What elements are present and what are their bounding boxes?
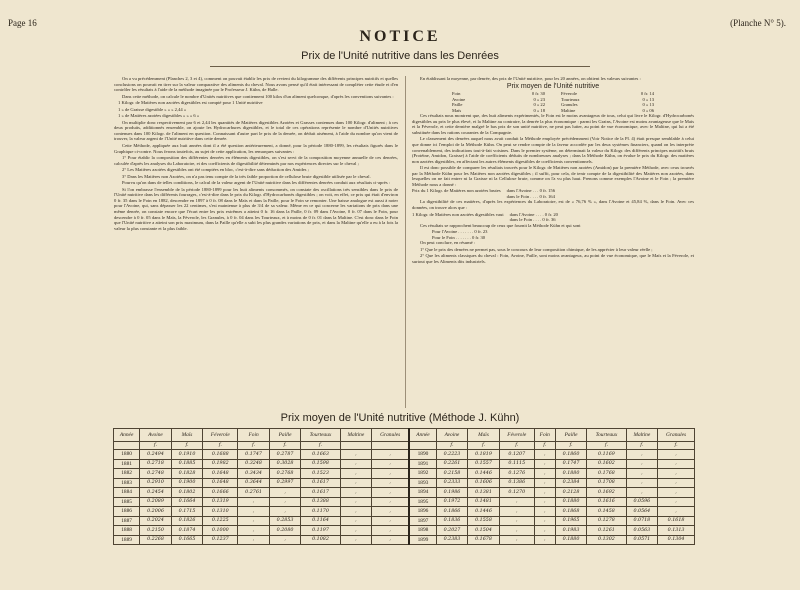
- column-header: Foin: [534, 429, 555, 442]
- page-subtitle: Prix de l'Unité nutritive dans les Denrées: [301, 50, 499, 62]
- table-cell: 0.1207: [499, 450, 534, 460]
- table-cell: 0.1747: [238, 450, 270, 460]
- equation-kuhn: Pour l'Avoine . . . . . . . 0 fr. 23 Pour le Foin . . . . . . . 0 fr. 30: [432, 229, 488, 240]
- table-cell: f.: [587, 442, 626, 450]
- table-cell: 0.1866: [436, 507, 468, 517]
- table-cell: ,: [340, 516, 372, 526]
- table-cell: 0.1819: [468, 450, 500, 460]
- table-cell: ,: [340, 459, 372, 469]
- table-cell: [372, 442, 410, 450]
- table-row: [114, 478, 695, 488]
- table-cell: 0.0718: [626, 516, 658, 526]
- table-cell: 0.1715: [171, 507, 203, 517]
- table-cell: 1882: [114, 469, 140, 479]
- table-cell: ,: [534, 450, 555, 460]
- table-cell: 1884: [114, 488, 140, 498]
- column-header: Maïs: [468, 429, 500, 442]
- table-cell: ,: [340, 535, 372, 545]
- plate-number: (Planche N° 5).: [730, 18, 786, 28]
- table-cell: f.: [658, 442, 695, 450]
- table-cell: ,: [340, 526, 372, 536]
- table-title: Prix moyen de l'Unité nutritive (Méthode J. Kühn): [280, 412, 520, 424]
- table-cell: ,: [340, 507, 372, 517]
- table-cell: f.: [626, 442, 658, 450]
- table-cell: ,: [626, 459, 658, 469]
- table-cell: 0.1885: [171, 459, 203, 469]
- table-cell: 0.1965: [555, 516, 587, 526]
- paragraph: En établissant la moyenne, par denrée, des prix de l'Unité nutritive, pour les 20 années, on obtient les valeurs suivantes :: [420, 76, 641, 81]
- table-cell: [340, 442, 372, 450]
- table-cell: 0.1880: [555, 469, 587, 479]
- table-cell: ,: [372, 516, 410, 526]
- equation-digestible: 1 Kilogr. de Matières non azotées digestibles vaut dans l'Avoine . . . . 0 fr. 20 dans le Foin . . . . 0 fr. 36: [412, 211, 558, 223]
- table-cell: ,: [626, 469, 658, 479]
- table-cell: 0.2333: [436, 478, 468, 488]
- paragraph: Ces résultats se rapprochent beaucoup de ceux que fournit la Méthode Kühn et qui sont: [420, 222, 581, 228]
- table-cell: 0.2150: [140, 526, 172, 536]
- table-cell: 0.1826: [171, 516, 203, 526]
- table-cell: ,: [372, 478, 410, 488]
- page-title: NOTICE: [359, 28, 441, 45]
- table-cell: 0.2454: [140, 488, 172, 498]
- table-cell: 1897: [409, 516, 436, 526]
- table-cell: ,: [658, 450, 695, 460]
- table-cell: 0.2997: [269, 478, 301, 488]
- column-header: Paille: [555, 429, 587, 442]
- table-cell: f.: [171, 442, 203, 450]
- table-cell: ,: [499, 526, 534, 536]
- table-cell: ,: [238, 497, 270, 507]
- table-cell: 0.0564: [626, 507, 658, 517]
- table-cell: 1885: [114, 497, 140, 507]
- table-cell: ,: [269, 535, 301, 545]
- table-cell: ,: [340, 469, 372, 479]
- table-cell: 0.1169: [587, 450, 626, 460]
- table-cell: 0.1616: [587, 497, 626, 507]
- table-cell: ,: [626, 488, 658, 498]
- table-cell: 0.1900: [171, 478, 203, 488]
- table-row: [114, 459, 695, 469]
- title-rule: [210, 66, 590, 67]
- column-header: Année: [409, 429, 436, 442]
- table-cell: 0.1523: [301, 469, 340, 479]
- table-cell: 1894: [409, 488, 436, 498]
- column-header: Maïs: [171, 429, 203, 442]
- table-row: [114, 497, 695, 507]
- table-cell: 0.2089: [140, 497, 172, 507]
- table-cell: 0.2080: [269, 526, 301, 536]
- table-cell: 0.1617: [301, 488, 340, 498]
- price-item: Foin 0 fr. 30: [452, 91, 545, 97]
- table-cell: f.: [238, 442, 270, 450]
- table-row: [114, 507, 695, 517]
- table-cell: 0.1648: [203, 478, 238, 488]
- table-cell: 0.0563: [626, 526, 658, 536]
- table-header-row: [114, 429, 695, 442]
- column-header: Paille: [269, 429, 301, 442]
- table-cell: 0.1983: [555, 526, 587, 536]
- table-cell: 0.1082: [301, 535, 340, 545]
- table-cell: 1896: [409, 507, 436, 517]
- table-cell: 0.1692: [587, 488, 626, 498]
- table-cell: 0.2158: [436, 469, 468, 479]
- paragraph: Ces résultats nous montrent que, des huit aliments expérimentés, le Foin est le moins avantageux de tous, celui qui livre le Kilogr. d'Hydrocarbonés digestibles au prix le plus élevé, et la Maltine au contraire, la denrée la plus économique : parmi les Grains, l'Avoine est moins avantageuse que le Maïs et la Féverole, et cette dernière malgré le bas prix de son unité nutritive, ne peut pas lutter, au point de vue économique, avec le Maltine, qui lui a été substituée dans les rations courantes de la Compagnie.: [412, 113, 694, 135]
- table-cell: f.: [436, 442, 468, 450]
- paragraph: Si l'on embrasse l'ensemble de la période 1880-1899 pour les huit aliments consommés, on constate des oscillations très sensibles dans le prix de l'Unité nutritive dans les différents fourrages, c'est-à-dire dans le prix du Kilogr. d'Hydrocarbonés digestibles ; on voit, en effet, ce prix qui était d'environ 0 fr. 35 dans le Foin en 1882, descendre en 1897 à 0 fr. 08 dans le Maïs et dans la Paille, pour le Foin se remonter. Une baisse analogue est aussi à noter pour l'Avoine, qui, sans dépasser les 22 centimes, s'est maintenue à plus de 3/4 de sa valeur. Même en ce qui concerne les variations de prix dans une même denrée, on constate encore que l'écart entre les prix extrêmes a atteint 0 fr. 16 dans la Paille, 0 fr. 09 dans l'Avoine, 0 fr. 07 dans le Foin, pour descendre à 0 fr. 05 dans le Maïs, la Féverole, les Granules, à 0 fr. 04 dans les Tourteaux, et à moins de 0 fr. 01 dans la Maltine. C'est donc dans le Foin que l'Unité nutritive a atteint son prix maximum, dans la Paille qu'elle a subi les plus grandes variations de prix, et dans la Maltine qu'elle a eu à la fois la valeur la plus constante et la plus faible.: [114, 186, 398, 231]
- table-cell: ,: [372, 488, 410, 498]
- table-cell: 0.1986: [436, 488, 468, 498]
- price-item: Avoine 0 » 23: [452, 96, 545, 102]
- table-cell: 0.1504: [468, 526, 500, 536]
- table-cell: 0.2006: [140, 507, 172, 517]
- table-cell: 1886: [114, 507, 140, 517]
- table-cell: 0.1618: [658, 516, 695, 526]
- table-cell: ,: [499, 507, 534, 517]
- average-prices-title: Prix moyen de l'Unité nutritive: [506, 82, 600, 90]
- table-cell: 0.2718: [140, 459, 172, 469]
- price-item: Tourteaux 0 » 13: [561, 96, 654, 102]
- table-cell: 1889: [114, 535, 140, 545]
- table-cell: 0.1304: [658, 535, 695, 545]
- table-cell: f.: [301, 442, 340, 450]
- table-cell: 0.1666: [203, 488, 238, 498]
- table-cell: 1888: [114, 526, 140, 536]
- table-cell: 0.1868: [555, 507, 587, 517]
- table-cell: f.: [468, 442, 500, 450]
- paragraph: 1° Que le prix des denrées ne permet pas, sous le concours de leur composition chimique, de les apprécier à leur valeur réelle ;: [420, 246, 653, 252]
- table-row: [114, 535, 695, 545]
- table-cell: ,: [269, 507, 301, 517]
- table-cell: 0.1446: [468, 507, 500, 517]
- table-cell: 0.2128: [555, 488, 587, 498]
- table-cell: 0.2024: [140, 516, 172, 526]
- price-item: Paille 0 » 22: [452, 102, 545, 108]
- table-cell: 0.1237: [203, 535, 238, 545]
- table-cell: ,: [372, 526, 410, 536]
- table-cell: 0.2748: [140, 469, 172, 479]
- column-header: Avoine: [140, 429, 172, 442]
- column-header: Granules: [658, 429, 695, 442]
- paragraph: 2° Que les aliments classiques du cheval : Foin, Avoine, Paille, sont moins avantageux, au point de vue économique, que le Maïs et la Féverole, et surtout que les Aliments dits industriels.: [412, 253, 694, 264]
- table-cell: 0.2383: [436, 535, 468, 545]
- table-cell: 0.2910: [140, 478, 172, 488]
- convention-line: 1 Kilogr. de Matières non azotées digestibles est compté pour 1 Unité nutritive: [118, 100, 263, 106]
- table-cell: 0.2761: [238, 488, 270, 498]
- table-cell: 0.1170: [301, 507, 340, 517]
- table-cell: ,: [534, 469, 555, 479]
- page-number: Page 16: [8, 18, 37, 28]
- column-header: Féverole: [499, 429, 534, 442]
- table-cell: ,: [658, 497, 695, 507]
- paragraph: Cette Méthode, appliquée aux huit années dont il a été question antérieurement, a donné, pour la période 1880-1899, les résultats figurés dans le Graphique ci-contre. Nous ferons toutefois, au sujet de cette application, les remarques suivantes :: [114, 143, 398, 154]
- table-cell: 0.0596: [626, 497, 658, 507]
- table-cell: 1895: [409, 497, 436, 507]
- table-cell: ,: [534, 535, 555, 545]
- column-header: Maltine: [340, 429, 372, 442]
- table-cell: ,: [658, 488, 695, 498]
- table-cell: 0.1910: [171, 450, 203, 460]
- paragraph: Dans cette méthode, on calcule le nombre d'Unités nutritives que contiennent 100 kilos d'un aliment quelconque, d'après les conventions suivantes :: [122, 93, 394, 99]
- table-cell: ,: [340, 450, 372, 460]
- table-cell: 0.1313: [658, 526, 695, 536]
- equation-raw: Prix du 1 Kilogr. de Matières non azotées brutes dans l'Avoine . . . 0 fr. 156 dans le Foin . . . . 0 fr. 164: [412, 188, 556, 199]
- table-cell: 0.1558: [468, 516, 500, 526]
- table-cell: f.: [269, 442, 301, 450]
- column-header: Granules: [372, 429, 410, 442]
- table-cell: 0.1663: [301, 450, 340, 460]
- table-row: [114, 469, 695, 479]
- paragraph: Le classement des denrées auquel nous avait conduit la Méthode employée précédemment (Voir Notice de la Pl. 4) était presque semblable à celui que donne ici l'emploi de la Méthode Kühn. On peut se rendre compte de la faveur accordée par les deux systèmes financiers, quand on les interprète convenablement, des indications tout-à-fait voisines. Dans le premier système, on déterminait la valeur du Kilogr. des différents principes nutritifs bruts (Protéine, Amidon, Graisse) à l'aide de coefficients déduits de nombreuses analyses ; dans la Méthode Kühn, on évalue le prix du Kilogr. des matières non azotées digestibles, en affectant les autres éléments digestibles de coefficients conventionnels.: [412, 136, 694, 164]
- paragraph: On peut conclure, en résumé :: [420, 240, 476, 246]
- column-header: Année: [114, 429, 140, 442]
- column-header: Féverole: [203, 429, 238, 442]
- table-cell: ,: [534, 526, 555, 536]
- column-header: Tourteaux: [301, 429, 340, 442]
- table-cell: 0.3028: [269, 459, 301, 469]
- table-cell: 0.1982: [203, 459, 238, 469]
- table-cell: ,: [269, 497, 301, 507]
- table-cell: 1892: [409, 469, 436, 479]
- table-cell: f.: [140, 442, 172, 450]
- table-cell: 0.1197: [301, 526, 340, 536]
- table-cell: ,: [626, 450, 658, 460]
- unit-row: [114, 442, 695, 450]
- table-cell: 0.1836: [436, 516, 468, 526]
- table-cell: 0.1874: [171, 526, 203, 536]
- table-cell: ,: [658, 507, 695, 517]
- table-cell: 1883: [114, 478, 140, 488]
- table-cell: 0.1225: [203, 516, 238, 526]
- table-cell: 0.3434: [238, 469, 270, 479]
- table-row: [114, 516, 695, 526]
- table-cell: 0.1381: [468, 488, 500, 498]
- table-cell: ,: [534, 459, 555, 469]
- table-cell: ,: [499, 497, 534, 507]
- column-header: Tourteaux: [587, 429, 626, 442]
- table-cell: 0.1768: [587, 469, 626, 479]
- table-cell: ,: [534, 507, 555, 517]
- table-cell: 0.1617: [301, 478, 340, 488]
- paragraph: Pourvu qu'on dans de telles conditions, le calcul de la valeur argent de l'Unité nutritive dans les différentes denrées conduit aux résultats ci-après :: [122, 180, 391, 186]
- table-cell: ,: [269, 488, 301, 498]
- table-cell: 0.1664: [171, 497, 203, 507]
- table-cell: 0.1557: [468, 459, 500, 469]
- table-row: [114, 450, 695, 460]
- table-cell: f.: [555, 442, 587, 450]
- table-cell: f.: [499, 442, 534, 450]
- paragraph: On multiplie donc respectivement par 6 et 2,44 les quantités de Matières digestibles Azotées et Grasses contenues dans 100 Kilogr. d'aliment ; à ces deux produits, additionnés ensemble, on ajoute les Hydrocarbures digestibles, et le total de ces opérations représente le nombre d'Unités nutritives contenues dans 100 Kilogr. de l'aliment en question. Connaissant d'autre part le prix de la denrée, on déduit aisément, à l'aide du nombre qu'on vient de trouver, la valeur argent de l'Unité nutritive dans cette denrée.: [114, 119, 398, 142]
- table-cell: ,: [534, 488, 555, 498]
- table-cell: 0.1747: [555, 459, 587, 469]
- paragraph: La digestibilité de ces matières, d'après les expériences du Laboratoire, est de « 76,76 % », dans l'Avoine et 45,84 %, dans le Foin. Avec ces données, on trouve alors que :: [412, 199, 694, 211]
- table-cell: ,: [238, 516, 270, 526]
- table-cell: 1880: [114, 450, 140, 460]
- paragraph: On a vu précédemment (Planches 2, 3 et 4), comment on pouvait établir les prix de revient du kilogramme des différents principes nutritifs et quelles conclusions on pouvait en tirer sur la valeur comparative des aliments du cheval. Nous avons pensé qu'il était intéressant de compléter cette étude et d'en contrôler les résultats à l'aide de la méthode imaginée par le Professeur J. Kühn, de Halle.: [114, 76, 398, 93]
- table-cell: 0.1678: [468, 535, 500, 545]
- table-cell: 0.2853: [269, 516, 301, 526]
- table-row: [114, 526, 695, 536]
- table-cell: 0.0571: [626, 535, 658, 545]
- table-cell: ,: [658, 478, 695, 488]
- table-cell: 0.1602: [587, 459, 626, 469]
- table-cell: 0.2384: [555, 478, 587, 488]
- table-cell: 0.1000: [203, 526, 238, 536]
- table-cell: ,: [238, 507, 270, 517]
- paragraph: 1° Pour établir la composition des différentes denrées en éléments digestibles, on s'est servi de la composition moyenne annuelle de ces denrées, calculée d'après les analyses du Laboratoire, et des coefficients de digestibilité déterminés par nos expériences directes sur le cheval ;: [114, 155, 398, 166]
- table-cell: f.: [534, 442, 555, 450]
- average-prices-list: [412, 91, 694, 113]
- table-cell: 1899: [409, 535, 436, 545]
- table-cell: ,: [340, 497, 372, 507]
- table-cell: 0.1270: [499, 488, 534, 498]
- right-column: [412, 76, 694, 266]
- table-cell: 0.1606: [468, 478, 500, 488]
- table-cell: 0.1278: [587, 516, 626, 526]
- table-cell: ,: [340, 488, 372, 498]
- table-cell: 0.1115: [499, 459, 534, 469]
- table-cell: 0.2494: [140, 450, 172, 460]
- table-cell: ,: [499, 535, 534, 545]
- table-cell: ,: [534, 497, 555, 507]
- table-cell: 1898: [409, 526, 436, 536]
- table-cell: 0.1388: [301, 497, 340, 507]
- table-cell: 0.1164: [301, 516, 340, 526]
- table-cell: 0.1880: [555, 497, 587, 507]
- table-cell: ,: [238, 526, 270, 536]
- table-cell: 0.1802: [171, 488, 203, 498]
- table-cell: [409, 442, 436, 450]
- price-item: Maïs 0 » 18: [452, 107, 545, 113]
- table-cell: 1887: [114, 516, 140, 526]
- table-cell: ,: [372, 497, 410, 507]
- table-cell: 0.1276: [499, 469, 534, 479]
- price-item: Granules 0 » 13: [561, 102, 654, 108]
- left-column: [114, 76, 398, 232]
- table-cell: ,: [534, 478, 555, 488]
- table-cell: 0.1880: [555, 535, 587, 545]
- table-cell: 0.2768: [269, 469, 301, 479]
- table-cell: ,: [626, 478, 658, 488]
- column-header: Avoine: [436, 429, 468, 442]
- table-cell: 0.2223: [436, 450, 468, 460]
- table-cell: 0.1446: [468, 469, 500, 479]
- table-cell: 0.1310: [203, 507, 238, 517]
- table-cell: ,: [238, 535, 270, 545]
- table-cell: ,: [372, 507, 410, 517]
- table-cell: ,: [340, 478, 372, 488]
- convention-line: 1 » de Matières azotées digestibles » » » 6 »: [118, 113, 200, 119]
- price-item: Maltine 0 » 06: [561, 107, 654, 113]
- column-header: Maltine: [626, 429, 658, 442]
- table-cell: 0.1261: [587, 526, 626, 536]
- table-cell: 0.1386: [499, 478, 534, 488]
- table-cell: f.: [203, 442, 238, 450]
- table-cell: 0.2268: [140, 535, 172, 545]
- table-cell: ,: [372, 450, 410, 460]
- table-cell: 0.1319: [203, 497, 238, 507]
- table-cell: 0.2027: [436, 526, 468, 536]
- price-table: [113, 428, 695, 545]
- table-cell: 1893: [409, 478, 436, 488]
- table-cell: 0.1665: [171, 535, 203, 545]
- table-body: [114, 442, 695, 545]
- table-cell: 0.1860: [555, 450, 587, 460]
- table-cell: 0.1302: [587, 535, 626, 545]
- table-cell: ,: [372, 459, 410, 469]
- table-cell: 0.1688: [203, 450, 238, 460]
- paragraph: Il est donc possible de comparer les résultats trouvés pour le Kilogr. de Matières non azotées (Amidon) par la première Méthode, avec ceux trouvés par la Méthode Kühn pour les Matières non azotées digestibles ; il suffit, pour cela, de tenir compte de la digestibilité des Matières non azotées, dans lesquelles on ne fait entrer ni la Graisse ni la Cellulose brute, comme on l'a vu plus haut. Prenons comme exemples l'Avoine et le Foin ; la première Méthode nous a donné :: [412, 165, 694, 187]
- table-cell: 0.1598: [301, 459, 340, 469]
- table-cell: 0.2787: [269, 450, 301, 460]
- table-cell: 1891: [409, 459, 436, 469]
- table-cell: [114, 442, 140, 450]
- table-cell: 0.1828: [171, 469, 203, 479]
- paragraph: 2° Les Matières azotées digestibles ont été comptées en bloc, c'est-à-dire sans déduction des Amides ;: [122, 167, 309, 173]
- table-cell: 0.1708: [587, 478, 626, 488]
- table-cell: 0.3248: [238, 459, 270, 469]
- table-cell: 0.1972: [436, 497, 468, 507]
- table-cell: 1881: [114, 459, 140, 469]
- table-row: [114, 488, 695, 498]
- price-item: Féverole 0 fr. 14: [561, 91, 654, 97]
- table-cell: ,: [372, 535, 410, 545]
- convention-line: 1 » de Graisse digestible » » » 2,44 »: [118, 106, 187, 112]
- table-cell: ,: [658, 459, 695, 469]
- table-cell: ,: [534, 516, 555, 526]
- table-cell: ,: [499, 516, 534, 526]
- table-cell: 1890: [409, 450, 436, 460]
- column-header: Foin: [238, 429, 270, 442]
- table-cell: 0.1458: [587, 507, 626, 517]
- column-divider: [405, 76, 406, 408]
- table-cell: 0.1481: [468, 497, 500, 507]
- table-cell: 0.3644: [238, 478, 270, 488]
- table-cell: ,: [372, 469, 410, 479]
- table-cell: 0.2261: [436, 459, 468, 469]
- paragraph: 3° Dans les Matières non Azotées, on n'a pas tenu compte de la très faible proportion de cellulose brute digestible utilisée par le cheval.: [122, 173, 371, 179]
- table-cell: 0.1648: [203, 469, 238, 479]
- table-cell: ,: [658, 469, 695, 479]
